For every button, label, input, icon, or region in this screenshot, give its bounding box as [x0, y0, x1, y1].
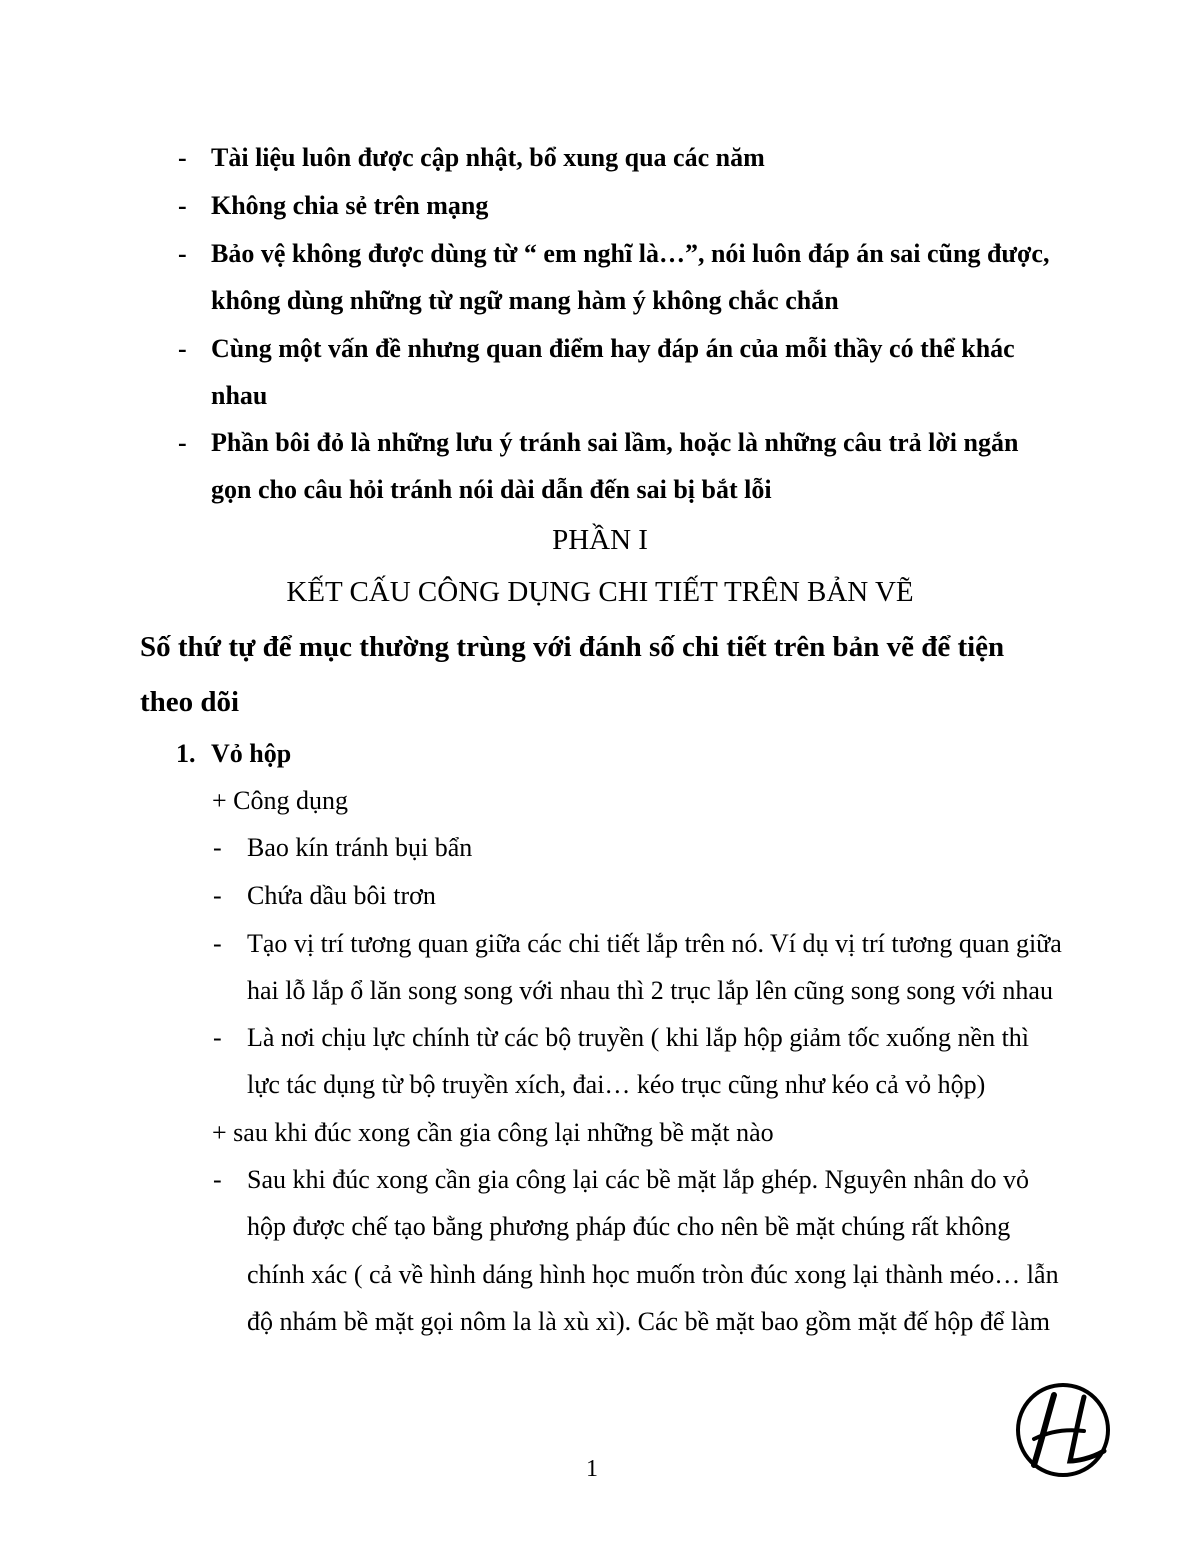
bullet-dash: -: [213, 833, 222, 862]
list-item-line: chính xác ( cả về hình dáng hình học muốn tròn đúc xong lại thành méo… lẫn: [247, 1260, 1059, 1289]
part-title: KẾT CẤU CÔNG DỤNG CHI TIẾT TRÊN BẢN VẼ: [286, 576, 914, 608]
bullet-dash: -: [178, 143, 187, 172]
part-heading: PHẦN I: [552, 524, 648, 556]
section-title: Vỏ hộp: [211, 739, 292, 768]
bullet-dash: -: [213, 1165, 222, 1194]
note-text-line: nhau: [211, 381, 268, 410]
usage-heading: + Công dụng: [212, 786, 349, 815]
bullet-dash: -: [213, 929, 222, 958]
bullet-dash: -: [178, 239, 187, 268]
list-item-line: Là nơi chịu lực chính từ các bộ truyền ( khi lắp hộp giảm tốc xuống nền thì: [247, 1023, 1030, 1052]
bullet-dash: -: [213, 1023, 222, 1052]
note-text-line: Bảo vệ không được dùng từ “ em nghĩ là…”, nói luôn đáp án sai cũng được,: [211, 239, 1050, 268]
list-item-line: Tạo vị trí tương quan giữa các chi tiết lắp trên nó. Ví dụ vị trí tương quan giữa: [247, 929, 1062, 958]
bullet-dash: -: [213, 881, 222, 910]
intro-line: Số thứ tự để mục thường trùng với đánh số chi tiết trên bản vẽ để tiện: [140, 631, 1005, 663]
list-item-line: Bao kín tránh bụi bẩn: [247, 833, 473, 862]
page-number: 1: [586, 1456, 598, 1482]
bullet-dash: -: [178, 191, 187, 220]
list-item-line: hai lỗ lắp ổ lăn song song với nhau thì 2 trục lắp lên cũng song song với nhau: [247, 976, 1053, 1005]
bullet-dash: -: [178, 334, 187, 363]
note-text-line: không dùng những từ ngữ mang hàm ý không chắc chắn: [211, 286, 839, 315]
bullet-dash: -: [178, 428, 187, 457]
list-item-line: Chứa dầu bôi trơn: [247, 881, 436, 910]
note-text-line: Cùng một vấn đề nhưng quan điểm hay đáp án của mỗi thầy có thể khác: [211, 334, 1015, 363]
list-item-line: hộp được chế tạo bằng phương pháp đúc cho nên bề mặt chúng rất không: [247, 1212, 1011, 1241]
list-item-line: độ nhám bề mặt gọi nôm la là xù xì). Các bề mặt bao gồm mặt đế hộp để làm: [247, 1307, 1050, 1336]
intro-line: theo dõi: [140, 686, 240, 718]
machining-heading: + sau khi đúc xong cần gia công lại những bề mặt nào: [212, 1118, 774, 1147]
logo-icon: [1014, 1381, 1112, 1479]
list-item-line: Sau khi đúc xong cần gia công lại các bề mặt lắp ghép. Nguyên nhân do vỏ: [247, 1165, 1029, 1194]
note-text-line: Phần bôi đỏ là những lưu ý tránh sai lầm, hoặc là những câu trả lời ngắn: [211, 428, 1019, 457]
section-number: 1.: [176, 739, 196, 768]
note-text-line: gọn cho câu hỏi tránh nói dài dẫn đến sai bị bắt lỗi: [211, 475, 772, 504]
list-item-line: lực tác dụng từ bộ truyền xích, đai… kéo trục cũng như kéo cả vỏ hộp): [247, 1070, 986, 1099]
note-text-line: Tài liệu luôn được cập nhật, bổ xung qua các năm: [211, 143, 765, 172]
note-text-line: Không chia sẻ trên mạng: [211, 191, 489, 220]
